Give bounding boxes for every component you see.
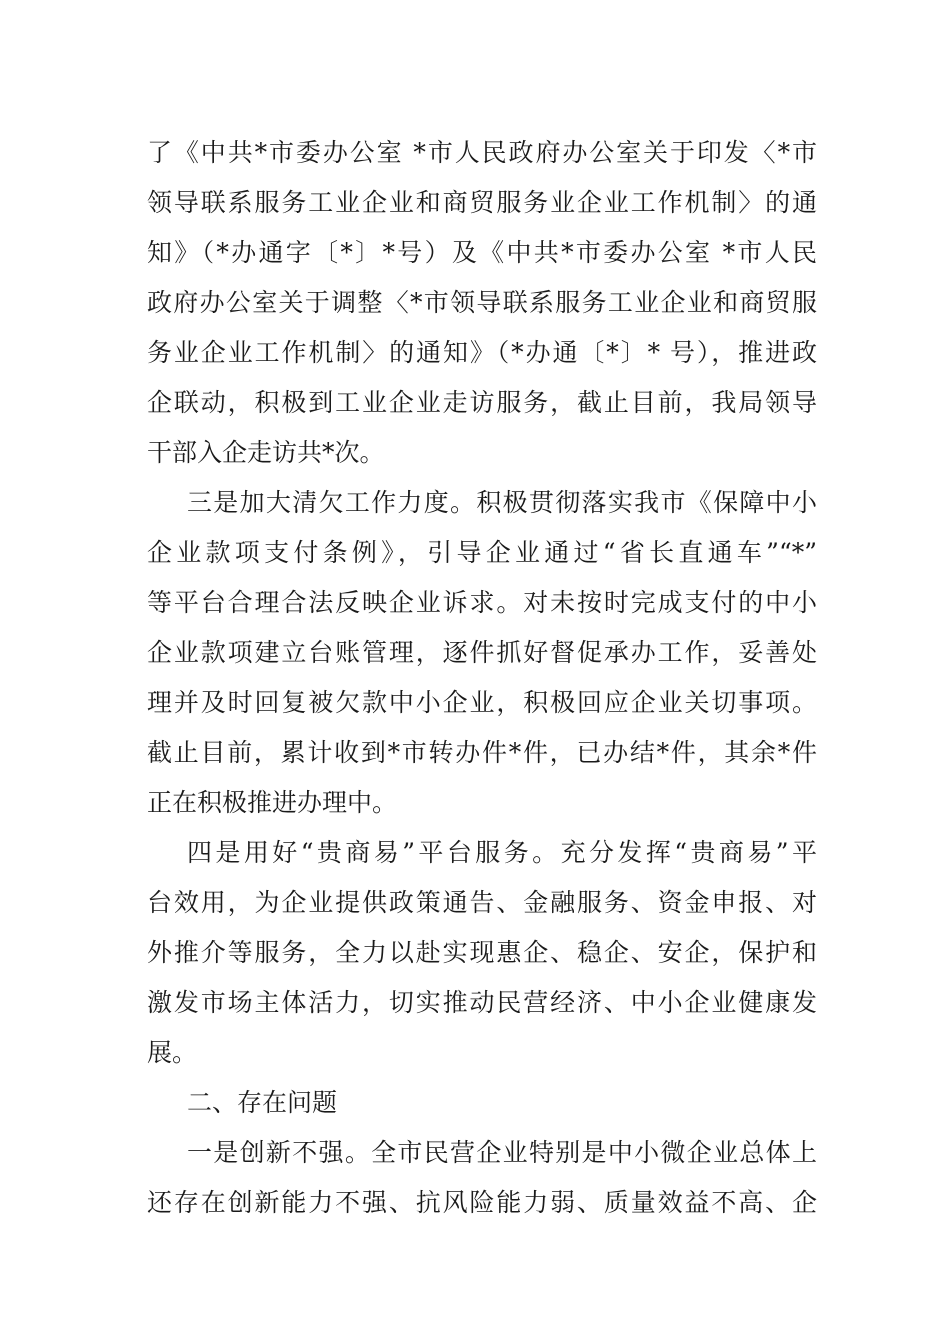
text-line: 截止目前，累计收到*市转办件*件，已办结*件，其余*件 <box>147 738 817 767</box>
text-line: 企业款项建立台账管理，逐件抓好督促承办工作，妥善处 <box>147 638 817 667</box>
document-body <box>147 128 817 1228</box>
text-line: 知》（*办通字〔*〕*号）及《中共*市委办公室 *市人民 <box>147 238 817 267</box>
text-line: 企联动，积极到工业企业走访服务，截止目前，我局领导 <box>147 388 817 417</box>
text-line: 展。 <box>147 1038 198 1067</box>
text-line: 务业企业工作机制〉的通知》（*办通〔*〕* 号），推进政 <box>147 338 817 367</box>
text-line: 干部入企走访共*次。 <box>147 438 385 467</box>
text-line: 外推介等服务，全力以赴实现惠企、稳企、安企，保护和 <box>147 938 817 967</box>
text-line: 领导联系服务工业企业和商贸服务业企业工作机制〉的通 <box>147 188 817 217</box>
section-heading: 二、存在问题 <box>187 1088 338 1117</box>
paragraph-start-line: 一是创新不强。全市民营企业特别是中小微企业总体上 <box>187 1138 817 1167</box>
text-line: 正在积极推进办理中。 <box>147 788 398 817</box>
text-line: 还存在创新能力不强、抗风险能力弱、质量效益不高、企 <box>147 1188 817 1217</box>
text-line: 了《中共*市委办公室 *市人民政府办公室关于印发〈*市 <box>147 138 817 167</box>
text-line: 理并及时回复被欠款中小企业，积极回应企业关切事项。 <box>147 688 817 717</box>
text-line: 政府办公室关于调整〈*市领导联系服务工业企业和商贸服 <box>147 288 817 317</box>
text-line: 激发市场主体活力，切实推动民营经济、中小企业健康发 <box>147 988 817 1017</box>
paragraph-start-line: 三是加大清欠工作力度。积极贯彻落实我市《保障中小 <box>187 488 817 517</box>
text-line: 等平台合理合法反映企业诉求。对未按时完成支付的中小 <box>147 588 817 617</box>
text-line: 企业款项支付条例》，引导企业通过“省长直通车”“*” <box>147 538 817 567</box>
text-line: 台效用，为企业提供政策通告、金融服务、资金申报、对 <box>147 888 817 917</box>
paragraph-start-line: 四是用好“贵商易”平台服务。充分发挥“贵商易”平 <box>187 838 817 867</box>
